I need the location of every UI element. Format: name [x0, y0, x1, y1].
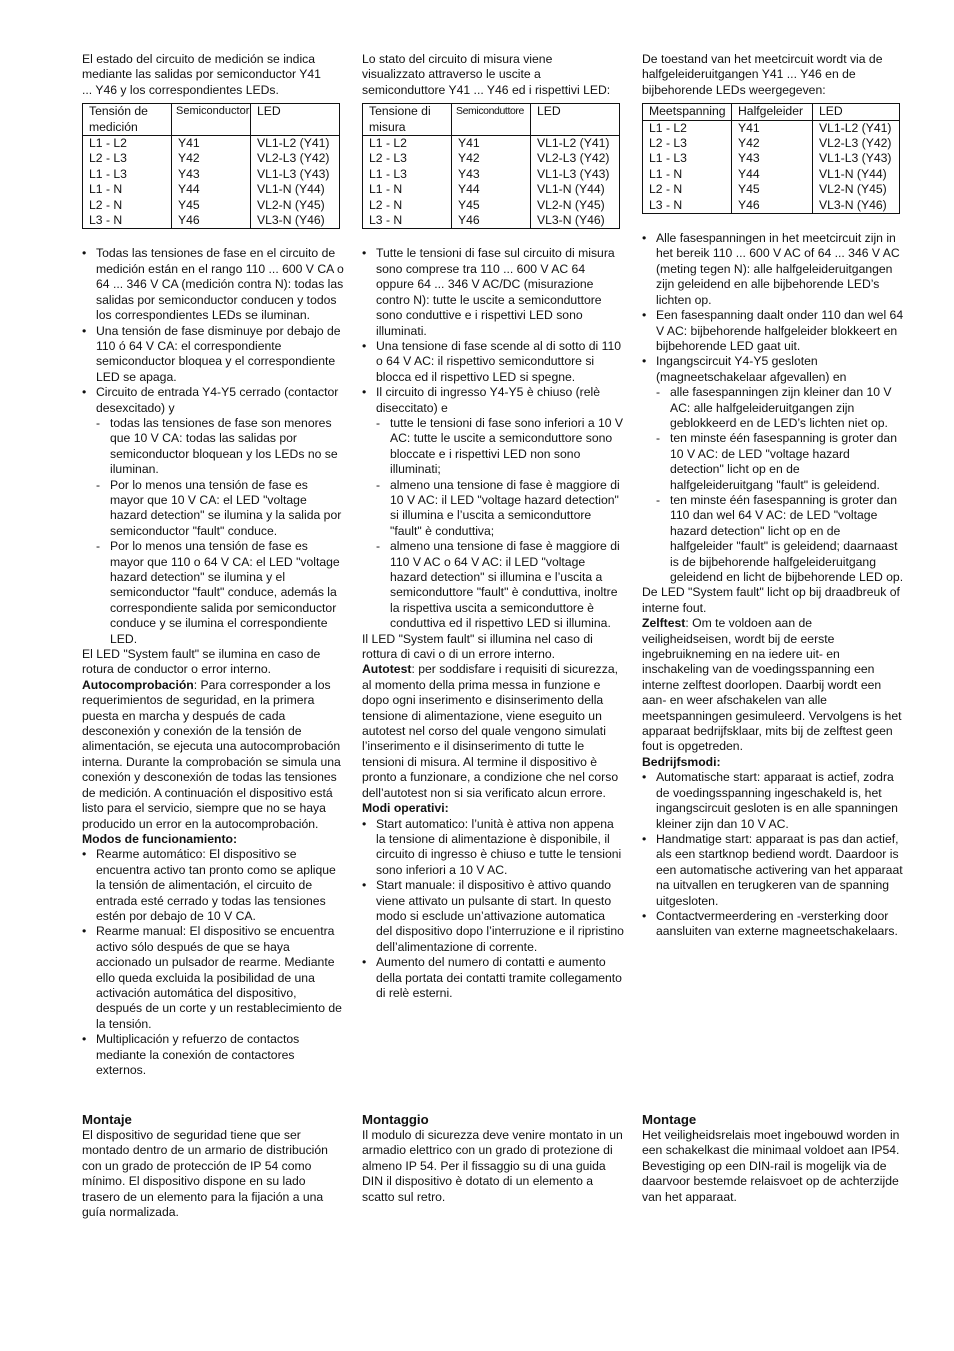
table-row [83, 213, 340, 229]
table-cell: VL1-N (Y44) [251, 182, 340, 197]
system-fault-text: El LED "System fault" se ilumina en caso de rotura de conductor o error interno. [82, 647, 321, 677]
sub-list-item: - almeno una tensione di fase è maggiore di 10 V AC: il LED "voltage hazard detection" si illumina e l’uscita a semiconduttore "fault" è conduttiva; [376, 478, 624, 540]
table-cell: Y45 [732, 182, 813, 197]
list-item: • Multiplicación y refuerzo de contactos mediante la conexión de contactores externos. [82, 1032, 344, 1078]
list-item-text: Il circuito di ingresso Y4-Y5 è chiuso (relè diseccitato) e [376, 385, 600, 415]
list-item: • Aumento del numero di contatti e aumento della portata dei contatti tramite collegamento di relè esterni. [362, 955, 624, 1001]
selftest-label: Autotest [362, 662, 412, 677]
modes-list [362, 817, 624, 1002]
list-item: • Alle fasespanningen in het meetcircuit zijn in het bereik 110 ... 600 V AC of 64 ... 346 V AC (meting tegen N): alle halfgeleideruitgangen zijn geleidend en alle bijbehorende LED’s lichten op. [642, 231, 904, 308]
sub-list-item: - ten minste één fasespanning is groter dan 110 dan wel 64 V AC: de LED "voltage hazard detection" licht op en de halfgeleider "fault" is geleidend; daarnaast is de bijbehorende halfgeleideruitgang geleidend en licht de bijbehorende LED op. [656, 493, 904, 585]
list-item-text: Circuito de entrada Y4-Y5 cerrado (contactor desexcitado) y [96, 385, 339, 415]
intro-text: De toestand van het meetcircuit wordt via de halfgeleideruitgangen Y41 ... Y46 en de bijbehorende LEDs weergegeven: [642, 52, 883, 97]
table-cell: VL1-N (Y44) [531, 182, 620, 197]
table-cell: L1 - L2 [363, 136, 452, 152]
list-item: • Una tensione di fase scende al di sotto di 110 o 64 V AC: il rispettivo semiconduttore si blocca ed il rispettivo LED si spegne. [362, 339, 624, 385]
table-cell: Y45 [452, 198, 531, 213]
table-cell: VL2-N (Y45) [531, 198, 620, 213]
section-heading: Montage [642, 1112, 697, 1127]
status-list [82, 246, 344, 647]
table-header: Halfgeleider [732, 104, 813, 120]
table-header-row [363, 104, 620, 136]
table-cell: L3 - N [83, 213, 172, 229]
table-cell: VL3-N (Y46) [813, 198, 900, 214]
table-row [643, 182, 900, 197]
table-cell: VL2-L3 (Y42) [251, 151, 340, 166]
table-cell: Y46 [172, 213, 251, 229]
table-cell: Y42 [732, 136, 813, 151]
table-cell: VL1-N (Y44) [813, 167, 900, 182]
list-item: • Contactvermeerdering en -versterking door aansluiten van externe magneetschakelaars. [642, 909, 904, 940]
table-cell: Y41 [452, 136, 531, 152]
intro-text: Lo stato del circuito di misura viene visualizzato attraverso le uscite a semiconduttore Y41 ... Y46 ed i rispettivi LED: [362, 52, 611, 97]
table-row [363, 213, 620, 229]
table-cell: Y44 [172, 182, 251, 197]
table-row [83, 151, 340, 166]
table-row [643, 136, 900, 151]
table-cell: L1 - L3 [643, 151, 732, 166]
list-item: • Rearme automático: El dispositivo se encuentra activo tan pronto como se aplique la tensión de alimentación, el circuito de entrada esté cerrado y todas las tensiones estén por debajo de 10 V CA. [82, 847, 344, 924]
column-it [362, 52, 624, 1001]
table-cell: VL1-L2 (Y41) [813, 120, 900, 136]
list-item: • Start automatico: l’unità è attiva non appena la tensione di alimentazione è disponibile, il circuito di ingresso è chiuso e tutte le tensioni sono inferiori a 10 V AC. [362, 817, 624, 879]
table-header: Tensione di misura [363, 104, 452, 136]
table-header-row [643, 104, 900, 120]
mounting-section-it [362, 1112, 624, 1205]
table-cell: VL2-L3 (Y42) [531, 151, 620, 166]
table-cell: L2 - N [643, 182, 732, 197]
table-cell: VL3-N (Y46) [531, 213, 620, 229]
selftest-paragraph [82, 678, 344, 832]
selftest-label: Zelftest [642, 616, 686, 631]
selftest-text: : Para corresponder a los requerimientos de seguridad, en la primera puesta en marcha y después de cada desconexión y conexión de la tensión de alimentación, se ejecuta una autocomprobación interna. Durante la comprobación se simula una conexión y desconexión de todas las tensiones de medición. A continuación el dispositivo está listo para el servicio, siempre que no se haya producido un error en la autocomprobación. [82, 677, 341, 831]
table-cell: Y41 [732, 120, 813, 136]
measurement-table [362, 103, 620, 229]
section-text: Het veiligheidsrelais moet ingebouwd worden in een schakelkast die minimaal voldoet aan IP54. Bevestiging op een DIN-rail is mogelijk via de daarvoor bestemde relaisvoet op de achterzijde van het apparaat. [642, 1128, 900, 1204]
list-item: • Automatische start: apparaat is actief, zodra de voedingsspanning ingeschakeld is, het ingangscircuit gesloten is en alle spanningen kleiner zijn dan 10 V AC. [642, 770, 904, 832]
table-row [363, 182, 620, 197]
table-header: Semiconduttore [452, 104, 531, 136]
list-item: • Handmatige start: apparaat is pas dan actief, als een startknop bediend wordt. Daardoor is een automatische activering van het apparaat na uitvallen en terugkeren van de spanning uitgesloten. [642, 832, 904, 909]
table-row [363, 151, 620, 166]
table-row [363, 167, 620, 182]
table-row [83, 167, 340, 182]
table-header-row [83, 104, 340, 136]
column-nl [642, 52, 904, 940]
table-header: LED [251, 104, 340, 136]
list-item: • Todas las tensiones de fase en el circuito de medición están en el rango 110 ... 600 V CA o 64 ... 346 V CA (medición contra N): todas las salidas por semiconductor conducen y todos los correspondientes LEDs se iluminan. [82, 246, 344, 323]
table-cell: Y42 [172, 151, 251, 166]
mounting-section-nl [642, 1112, 904, 1205]
table-cell: Y44 [732, 167, 813, 182]
table-header: LED [531, 104, 620, 136]
list-item: • Una tensión de fase disminuye por debajo de 110 ó 64 V CA: el correspondiente semiconductor bloquea y el correspondiente LED se apaga. [82, 324, 344, 386]
selftest-text: : Om te voldoen aan de veiligheidseisen, wordt bij de eerste ingebruikneming en na iedere uit- en inschakeling van de voedingsspanning een interne zelftest doorlopen. Daarbij wordt een aan- en weer afschakelen van alle meetspanningen gesimuleerd. Vervolgens is het apparaat bedrijfsklaar, mits bij de zelftest geen fout is opgetreden. [642, 616, 902, 754]
sub-list-item: - almeno una tensione di fase è maggiore di 110 V AC o 64 V AC: il LED "voltage hazard detection" si illumina e l’uscita a semiconduttore "fault" è conduttiva, inoltre la rispettiva uscita a semiconduttore è conduttiva ed il rispettivo LED si illumina. [376, 539, 624, 631]
table-header: LED [813, 104, 900, 120]
table-cell: L1 - L2 [83, 136, 172, 152]
table-cell: L1 - N [83, 182, 172, 197]
table-row [643, 198, 900, 214]
measurement-table [642, 103, 900, 214]
selftest-label: Autocomprobación [82, 677, 194, 692]
table-row [83, 136, 340, 152]
list-item: • Start manuale: il dispositivo è attivo quando viene attivato un pulsante di start. In questo modo si esclude un’attivazione automatica del dispositivo dopo l’interruzione e il ripristino dell’alimentazione di corrente. [362, 878, 624, 955]
table-cell: L2 - L3 [83, 151, 172, 166]
table-cell: L2 - L3 [643, 136, 732, 151]
table-cell: VL1-L2 (Y41) [531, 136, 620, 152]
intro-text: El estado del circuito de medición se indica mediante las salidas por semiconductor Y41 ... Y46 y los correspondientes LEDs. [82, 52, 321, 97]
modes-label: Bedrijfsmodi: [642, 754, 721, 769]
table-cell: L2 - N [83, 198, 172, 213]
section-heading: Montaje [82, 1112, 132, 1127]
selftest-paragraph [642, 616, 904, 755]
system-fault-text: De LED "System fault" licht op bij draadbreuk of interne fout. [642, 585, 900, 615]
status-list [642, 231, 904, 585]
table-cell: L1 - N [363, 182, 452, 197]
table-cell: VL1-L3 (Y43) [813, 151, 900, 166]
section-text: El dispositivo de seguridad tiene que ser montado dentro de un armario de distribución con un grado de protección de IP 54 como mínimo. El dispositivo dispone en su lado trasero de un elemento para la fijación a una guía normalizada. [82, 1128, 328, 1220]
table-cell: VL1-L3 (Y43) [531, 167, 620, 182]
table-cell: L1 - L3 [363, 167, 452, 182]
status-list [362, 246, 624, 631]
sub-list-item: - alle fasespanningen zijn kleiner dan 10 V AC: alle halfgeleideruitgangen zijn geblokkeerd en de LED’s lichten niet op. [656, 385, 904, 431]
table-cell: VL2-N (Y45) [813, 182, 900, 197]
table-row [363, 136, 620, 152]
table-cell: L3 - N [643, 198, 732, 214]
table-cell: VL1-L3 (Y43) [251, 167, 340, 182]
list-item: • Rearme manual: El dispositivo se encuentra activo sólo después de que se haya accionado un pulsador de rearme. Mediante ello queda excluida la posibilidad de una activación automática del dispositivo, después de un corte y un restablecimiento de la tensión. [82, 924, 344, 1032]
table-row [643, 167, 900, 182]
table-cell: Y42 [452, 151, 531, 166]
sub-list-item: - ten minste één fasespanning is groter dan 10 V AC: de LED "voltage hazard detection" licht op en de halfgeleideruitgang "fault" is geleidend. [656, 431, 904, 493]
table-cell: Y44 [452, 182, 531, 197]
table-cell: VL3-N (Y46) [251, 213, 340, 229]
modes-label: Modos de funcionamiento: [82, 831, 238, 846]
list-item: • Tutte le tensioni di fase sul circuito di misura sono comprese tra 110 ... 600 V AC 64 oppure 64 ... 346 V AC/DC (misurazione contro N): tutte le uscite a semiconduttore sono conduttive e i rispettivi LED sono illuminati. [362, 246, 624, 338]
table-row [83, 198, 340, 213]
table-cell: L2 - L3 [363, 151, 452, 166]
list-item [362, 385, 624, 632]
table-cell: VL1-L2 (Y41) [251, 136, 340, 152]
measurement-table [82, 103, 340, 229]
sub-list-item: - Por lo menos una tensión de fase es mayor que 110 o 64 V CA: el LED "voltage hazard detection" se ilumina y el semiconductor "fault" conduce, además la correspondiente salida por semiconductor conduce y se ilumina el correspondiente LED. [96, 539, 344, 647]
table-cell: L1 - L3 [83, 167, 172, 182]
table-cell: VL2-L3 (Y42) [813, 136, 900, 151]
list-item-text: Ingangscircuit Y4-Y5 gesloten (magneetschakelaar afgevallen) en [656, 354, 847, 384]
table-cell: L2 - N [363, 198, 452, 213]
table-cell: VL2-N (Y45) [251, 198, 340, 213]
table-cell: Y45 [172, 198, 251, 213]
modes-list [82, 847, 344, 1078]
table-cell: Y46 [452, 213, 531, 229]
table-header: Semiconductor [172, 104, 251, 136]
table-row [643, 151, 900, 166]
table-cell: L1 - L2 [643, 120, 732, 136]
table-cell: L1 - N [643, 167, 732, 182]
table-row [643, 120, 900, 136]
table-row [83, 182, 340, 197]
sub-list-item: - todas las tensiones de fase son menores que 10 V CA: todas las salidas por semiconductor bloquean y los LEDs no se iluminan. [96, 416, 344, 478]
table-cell: Y41 [172, 136, 251, 152]
modes-label: Modi operativi: [362, 801, 449, 816]
table-cell: Y43 [452, 167, 531, 182]
selftest-text: : per soddisfare i requisiti di sicurezza, al momento della prima messa in funzione e dopo ogni inserimento e disinserimento della tensione di alimentazione, viene eseguito un autotest nel corso del quale vengono simulati l’inserimento e il disinserimento di tutte le tensioni di misura. Al termine il dispositivo è pronto a funzionare, a condizione che nel corso dell’autotest non si sia verificato alcun errore. [362, 662, 619, 800]
section-heading: Montaggio [362, 1112, 429, 1127]
table-header: Tensión de medición [83, 104, 172, 136]
selftest-paragraph [362, 662, 624, 801]
sub-list [96, 416, 344, 647]
table-cell: L3 - N [363, 213, 452, 229]
system-fault-text: Il LED "System fault" si illumina nel caso di rottura di cavi o di un errore interno. [362, 631, 593, 662]
list-item [82, 385, 344, 647]
table-cell: Y43 [172, 167, 251, 182]
sub-list [656, 385, 904, 585]
section-text: Il modulo di sicurezza deve venire montato in un armadio elettrico con un grado di protezione di almeno IP 54. Per il fissaggio su di una guida DIN il dispositivo è dotato di un elemento a scatto sul retro. [362, 1128, 623, 1204]
table-cell: Y46 [732, 198, 813, 214]
sub-list-item: - Por lo menos una tensión de fase es mayor que 10 V CA: el LED "voltage hazard detection" se ilumina y la salida por semiconductor "fault" conduce. [96, 478, 344, 540]
sub-list-item: - tutte le tensioni di fase sono inferiori a 10 V AC: tutte le uscite a semiconduttore sono bloccate e i rispettivi LED non sono illuminati; [376, 416, 624, 478]
table-row [363, 198, 620, 213]
mounting-section-es [82, 1112, 344, 1220]
table-cell: Y43 [732, 151, 813, 166]
list-item: • Een fasespanning daalt onder 110 dan wel 64 V AC: bijbehorende halfgeleider blokkeert en bijbehorende LED gaat uit. [642, 308, 904, 354]
column-es [82, 52, 344, 1078]
list-item [642, 354, 904, 585]
modes-list [642, 770, 904, 939]
sub-list [376, 416, 624, 632]
table-header: Meetspanning [643, 104, 732, 120]
